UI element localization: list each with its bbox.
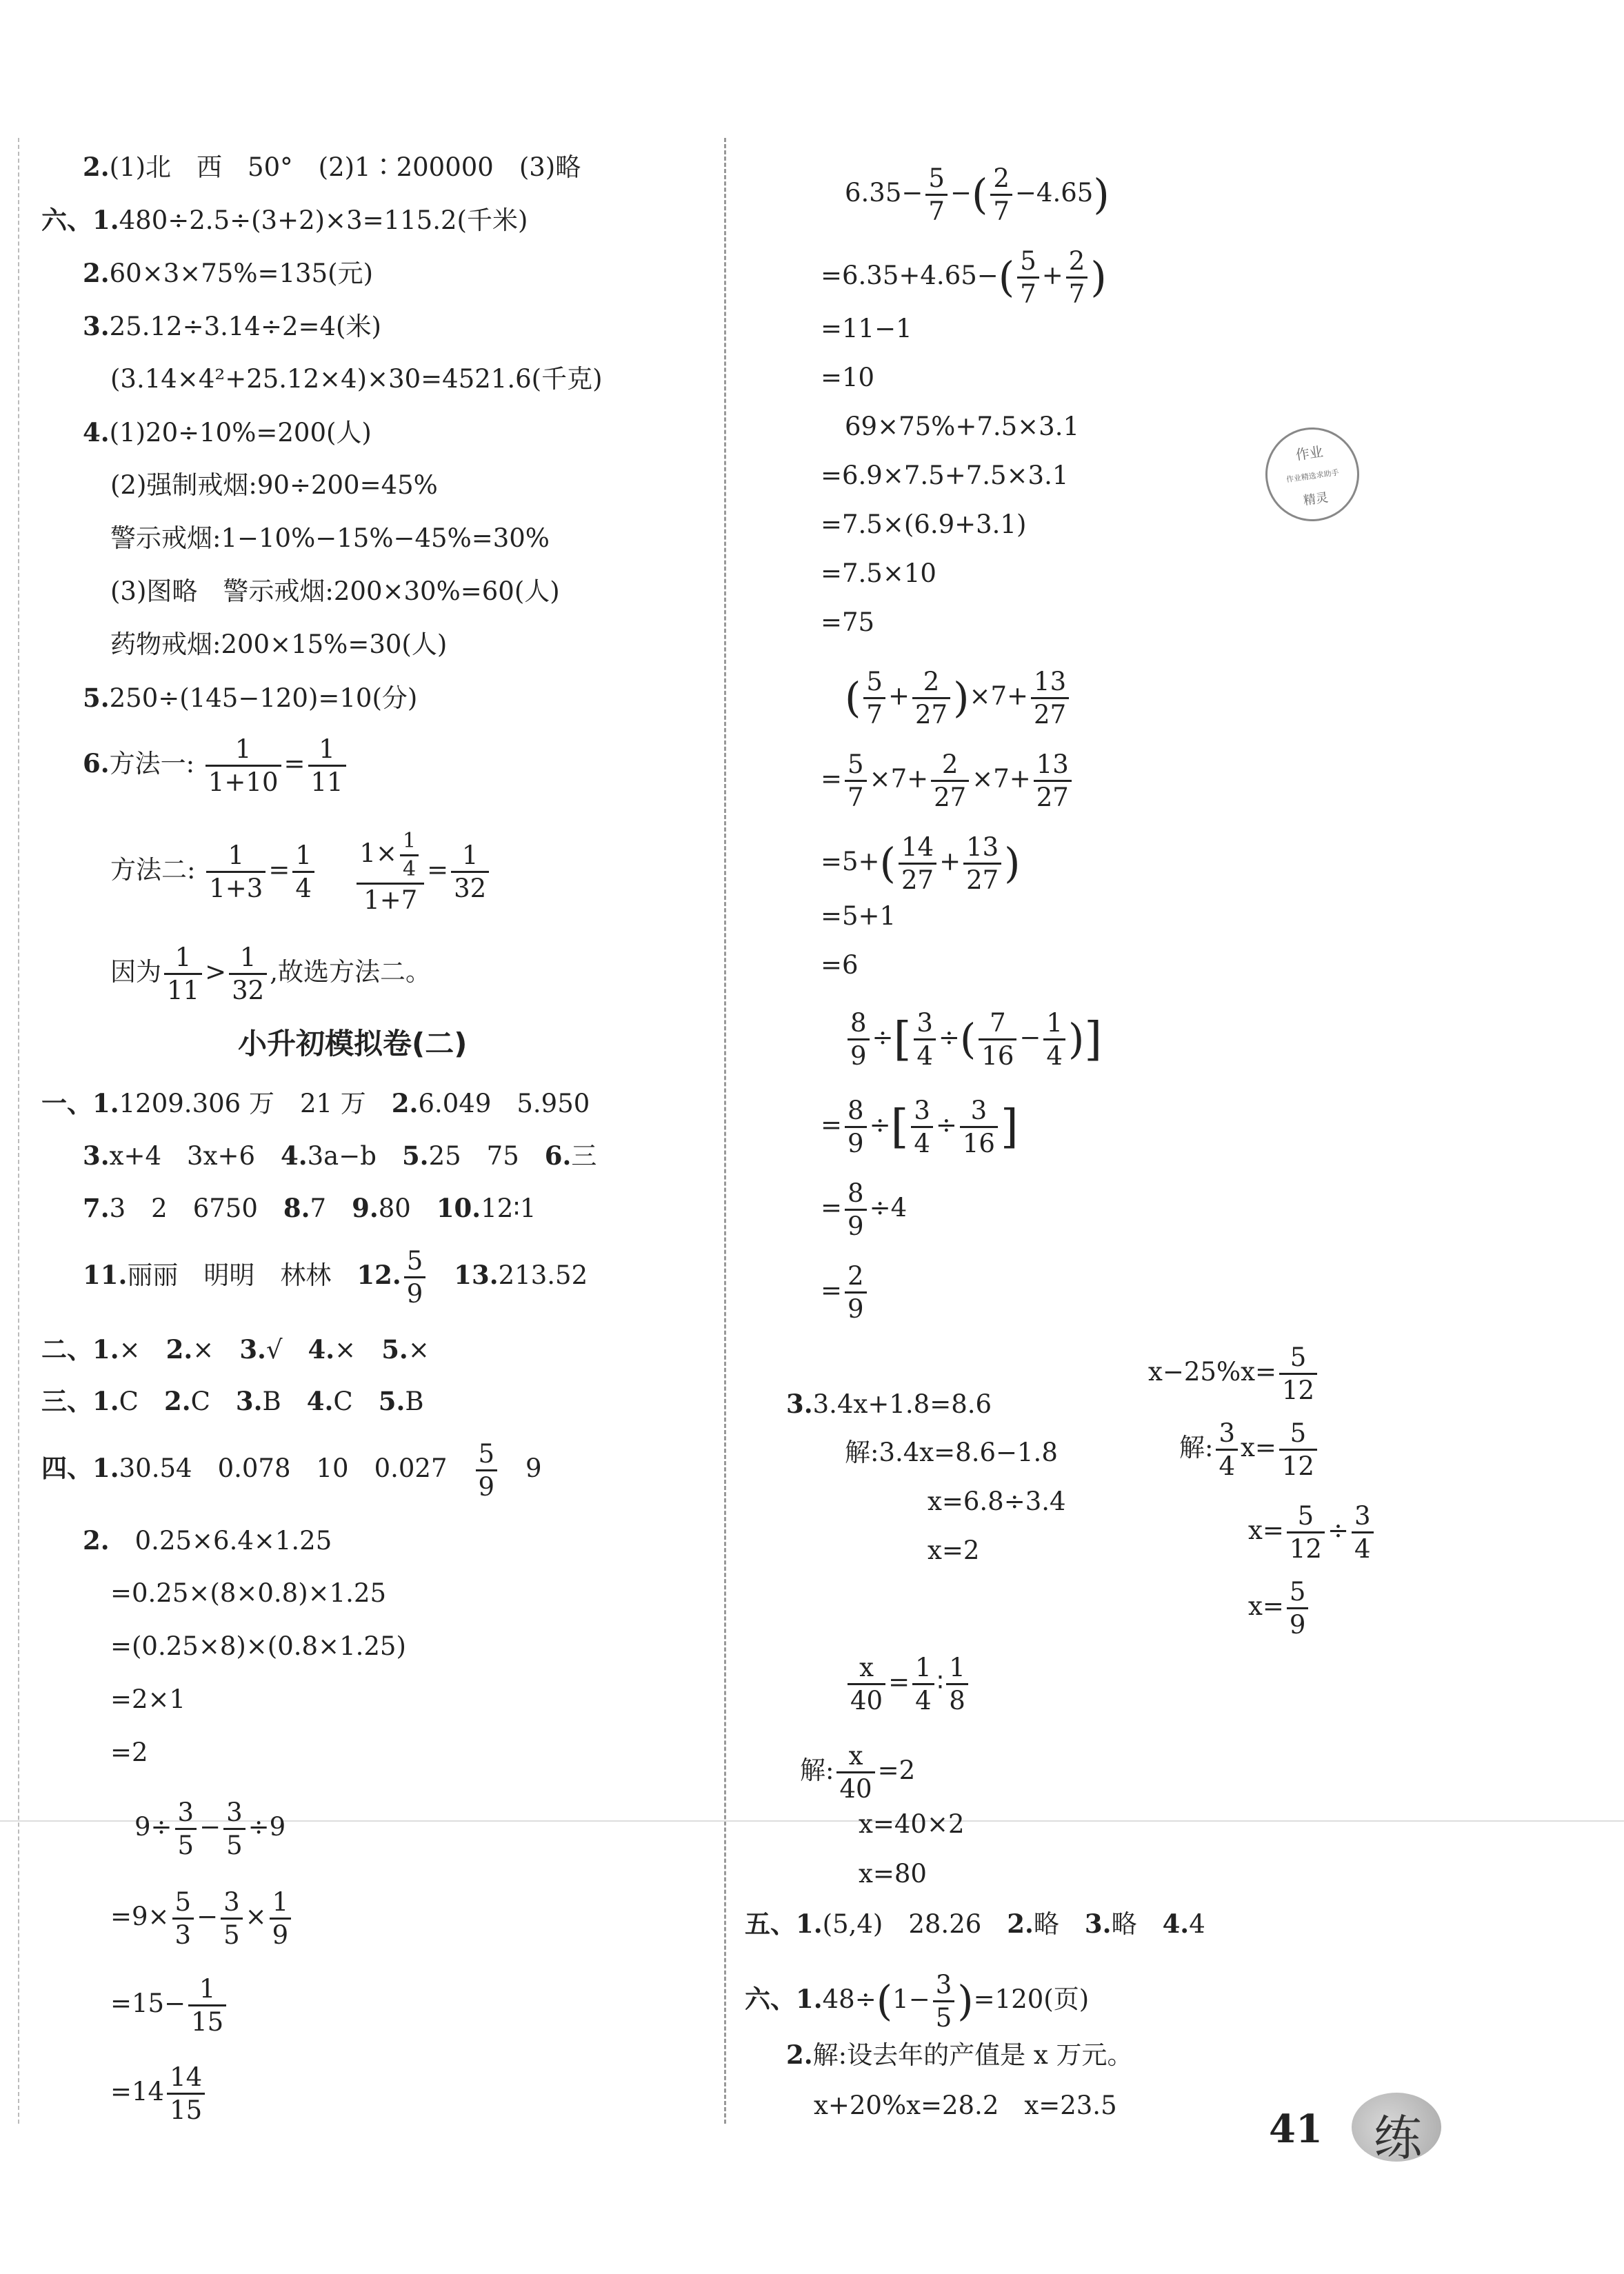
- equation-line: x= $\frac{5}{9}$: [1248, 1579, 1311, 1638]
- calc-line: =5+( $\frac{14}{27}$ + $\frac{13}{27}$ ): [821, 832, 1021, 895]
- answer-line: 五、1.(5,4) 28.26 2.略 3.略 4.4: [745, 1909, 1205, 1939]
- fraction: $\frac{1}{32}$: [451, 843, 489, 901]
- answer-line: x+20%x=28.2 x=23.5: [814, 2091, 1117, 2120]
- answer-line: 5.250÷(145−120)=10(分): [83, 683, 418, 713]
- calc-line: = $\frac{2}{9}$: [821, 1263, 870, 1322]
- page-number: 41: [1269, 2106, 1323, 2152]
- answer-line: (3)图略 警示戒烟:200×30%=60(人): [110, 576, 560, 606]
- equation-line: 解: $\frac{3}{4}$ x= $\frac{5}{12}$: [1179, 1420, 1320, 1479]
- answer-line: 六、1.48÷(1− $\frac{3}{5}$ )=120(页): [745, 1970, 1090, 2033]
- equation-line: 解:3.4x=8.6−1.8: [845, 1438, 1058, 1467]
- calc-line: 6.35− $\frac{5}{7}$ −( $\frac{2}{7}$ −4.65): [845, 163, 1110, 226]
- answer-line: 二、1.× 2.× 3.√ 4.× 5.×: [41, 1334, 430, 1365]
- calc-line: =(0.25×8)×(0.8×1.25): [110, 1631, 406, 1661]
- answer-line: 3.x+4 3x+6 4.3a−b 5.25 75 6.三: [83, 1140, 597, 1171]
- calc-line: =6: [821, 950, 859, 980]
- equation-line: x=80: [859, 1859, 927, 1889]
- calc-line: =6.9×7.5+7.5×3.1: [821, 461, 1069, 490]
- answer-line: 2.解:设去年的产值是 x 万元。: [786, 2040, 1133, 2070]
- fraction: $\frac{1}{4}$: [292, 843, 314, 901]
- calc-line: =7.5×(6.9+3.1): [821, 510, 1027, 539]
- answer-line: 4.(1)20÷10%=200(人): [83, 417, 372, 447]
- answer-line: 药物戒烟:200×15%=30(人): [110, 630, 448, 659]
- calc-line: =6.35+4.65−( $\frac{5}{7}$ + $\frac{2}{7}$ ): [821, 246, 1107, 309]
- equation-line: 解: $\frac{x}{40}$ =2: [800, 1741, 916, 1804]
- equation-line: 3.3.4x+1.8=8.6: [786, 1389, 992, 1419]
- answer-line: 7.3 2 6750 8.7 9.80 10.12∶1: [83, 1193, 537, 1223]
- answer-line: 方法二: $\frac{1}{1+3}$ = $\frac{1}{4}$ 1× $\frac{1}{4}$ 1+7 = $\frac{1}{32}$: [110, 831, 492, 913]
- calc-line: =2×1: [110, 1684, 186, 1714]
- calc-line: =7.5×10: [821, 559, 936, 588]
- answer-line: 警示戒烟:1−10%−15%−45%=30%: [110, 523, 550, 553]
- calc-line: $\frac{8}{9}$ ÷[ $\frac{3}{4}$ ÷( $\frac{7}{16}$ − $\frac{1}{4}$ )]: [845, 1010, 1102, 1069]
- calc-line: 2. 0.25×6.4×1.25: [83, 1525, 332, 1556]
- equation-line: x=6.8÷3.4: [928, 1487, 1066, 1516]
- answer-line: 6.方法一: $\frac{1}{1+10}$ = $\frac{1}{11}$: [83, 736, 349, 795]
- equation-line: $\frac{x}{40}$ = $\frac{1}{4}$ ∶ $\frac{1}{8}$: [845, 1655, 971, 1713]
- section-title: 小升初模拟卷(二): [238, 1027, 468, 1060]
- fraction: $\frac{1}{1+3}$: [206, 843, 265, 901]
- fraction: $\frac{1}{11}$: [308, 736, 346, 795]
- answer-line: 六、1.480÷2.5÷(3+2)×3=115.2(千米): [41, 205, 528, 235]
- equation-line: x−25%x= $\frac{5}{12}$: [1148, 1345, 1320, 1403]
- practice-badge: 练: [1352, 2093, 1441, 2162]
- answer-line: 3.25.12÷3.14÷2=4(米): [83, 311, 381, 341]
- answer-line: (2)强制戒烟:90÷200=45%: [110, 470, 438, 500]
- calc-line: 9÷ $\frac{3}{5}$ − $\frac{3}{5}$ ÷9: [134, 1798, 286, 1860]
- answer-line: 2.(1)北 西 50° (2)1∶200000 (3)略: [83, 152, 581, 182]
- watermark-stamp: 作业 作业精选求助手 精灵: [1259, 421, 1365, 527]
- calc-line: =11−1: [821, 314, 912, 343]
- complex-fraction: 1× $\frac{1}{4}$ 1+7: [357, 831, 424, 913]
- equation-line: x=40×2: [859, 1809, 965, 1839]
- equation-line: x= $\frac{5}{12}$ ÷ $\frac{3}{4}$: [1248, 1503, 1376, 1562]
- answer-line: 2.60×3×75%=135(元): [83, 258, 373, 288]
- answer-line: (3.14×4²+25.12×4)×30=4521.6(千克): [110, 364, 603, 394]
- answer-line: 四、1.30.54 0.078 10 0.027 $\frac{5}{9}$ 9: [41, 1439, 542, 1502]
- calc-line: =2: [110, 1738, 148, 1767]
- calc-line: = $\frac{5}{7}$ ×7+ $\frac{2}{27}$ ×7+ $\frac{13}{27}$: [821, 752, 1074, 810]
- calc-line: =10: [821, 363, 875, 392]
- margin-dash: [18, 138, 19, 2124]
- answer-line: 11.丽丽 明明 林林 12. $\frac{5}{9}$ 13.213.52: [83, 1246, 588, 1309]
- calc-line: =0.25×(8×0.8)×1.25: [110, 1578, 387, 1608]
- answer-line: 三、1.C 2.C 3.B 4.C 5.B: [41, 1386, 424, 1416]
- calc-line: =14 $\frac{14}{15}$: [110, 2064, 208, 2123]
- equation-line: x=2: [928, 1536, 980, 1565]
- calc-line: =9× $\frac{5}{3}$ − $\frac{3}{5}$ × $\frac{1}{9}$: [110, 1889, 294, 1948]
- calc-line: = $\frac{8}{9}$ ÷[ $\frac{3}{4}$ ÷ $\frac{3}{16}$ ]: [821, 1096, 1019, 1158]
- calc-line: = $\frac{8}{9}$ ÷4: [821, 1178, 908, 1241]
- calc-line: ( $\frac{5}{7}$ + $\frac{2}{27}$ )×7+ $\frac{13}{27}$: [845, 669, 1072, 727]
- fraction: $\frac{1}{1+10}$: [205, 736, 281, 795]
- answer-line: 因为 $\frac{1}{11}$ > $\frac{1}{32}$ ,故选方法二。: [110, 943, 431, 1005]
- calc-line: =5+1: [821, 901, 896, 931]
- column-divider: [724, 138, 726, 2124]
- calc-line: 69×75%+7.5×3.1: [845, 412, 1080, 441]
- calc-line: =15− $\frac{1}{15}$: [110, 1976, 229, 2035]
- calc-line: =75: [821, 607, 875, 637]
- answer-line: 一、1.1209.306 万 21 万 2.6.049 5.950: [41, 1088, 590, 1118]
